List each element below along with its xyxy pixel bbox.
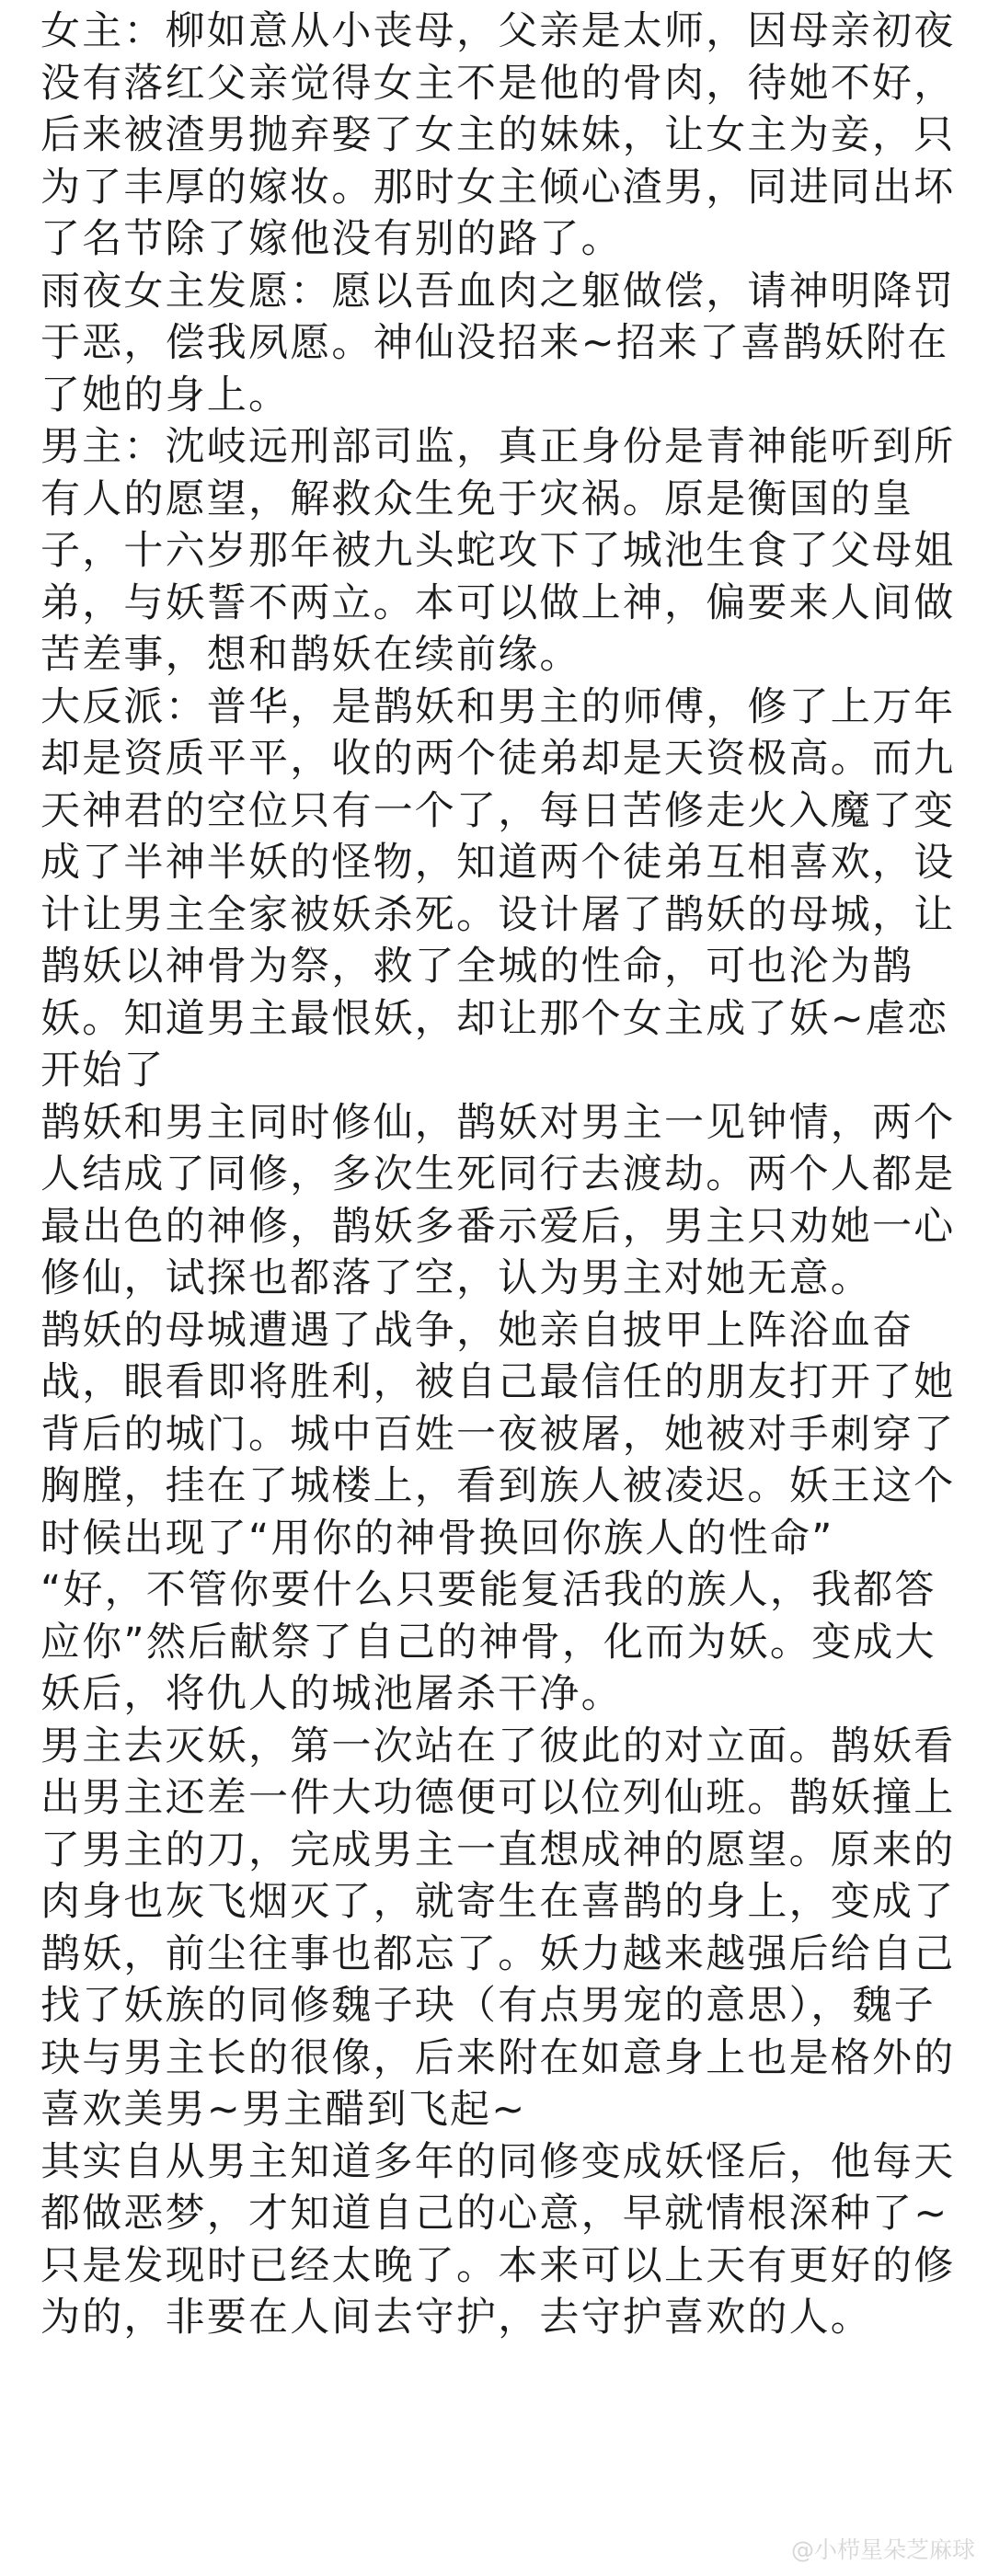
text-line: 了男主的刀，完成男主一直想成神的愿望。原来的 <box>40 1826 956 1873</box>
text-line: 天神君的空位只有一个了，每日苦修走火入魔了变 <box>40 787 956 834</box>
text-line: 为了丰厚的嫁妆。那时女主倾心渣男，同进同出坏 <box>40 164 956 211</box>
paragraph-male-lead <box>40 421 960 681</box>
text-line: 男主：沈岐远刑部司监，真正身份是青神能听到所 <box>40 424 956 470</box>
text-line: 玦与男主长的很像，后来附在如意身上也是格外的 <box>40 2034 956 2081</box>
text-line: 弟，与妖誓不两立。本可以做上神，偏要来人间做 <box>40 579 956 626</box>
text-line: 女主：柳如意从小丧母，父亲是太师，因母亲初夜 <box>40 8 956 54</box>
article-body <box>40 6 960 2344</box>
paragraph-cultivation <box>40 1097 960 1305</box>
text-line: 找了妖族的同修魏子玦（有点男宠的意思），魏子 <box>40 1983 936 2029</box>
text-line: 战，眼看即将胜利，被自己最信任的朋友打开了她 <box>40 1359 956 1405</box>
text-line: 没有落红父亲觉得女主不是他的骨肉，待她不好， <box>40 60 956 107</box>
text-line: 男主去灭妖，第一次站在了彼此的对立面。鹊妖看 <box>40 1723 956 1769</box>
text-line: 了她的身上。 <box>40 372 291 418</box>
text-line: 鹊妖以神骨为祭，救了全城的性命，可也沦为鹊 <box>40 944 914 990</box>
text-line: 背后的城门。城中百姓一夜被屠，她被对手刺穿了 <box>40 1411 956 1458</box>
paragraph-confrontation <box>40 1721 960 2136</box>
text-line: 其实自从男主知道多年的同修变成妖怪后，他每天 <box>40 2138 956 2185</box>
paragraph-female-lead <box>40 6 960 266</box>
text-line: 开始了 <box>40 1048 166 1093</box>
text-line: 鹊妖，前尘往事也都忘了。妖力越来越强后给自己 <box>40 1930 956 1977</box>
text-line: 雨夜女主发愿：愿以吾血肉之躯做偿，请神明降罚 <box>40 268 956 315</box>
text-line: 有人的愿望，解救众生免于灾祸。原是衡国的皇 <box>40 475 914 522</box>
text-line: 胸膛，挂在了城楼上，看到族人被凌迟。妖王这个 <box>40 1463 956 1509</box>
text-line: 应你”然后献祭了自己的神骨，化而为妖。变成大 <box>40 1619 936 1666</box>
text-line: 大反派：普华，是鹊妖和男主的师傅，修了上万年 <box>40 683 956 730</box>
text-line: 肉身也灰飞烟灭了，就寄生在喜鹊的身上，变成了 <box>40 1879 956 1925</box>
paragraph-war <box>40 1305 960 1721</box>
text-line: 都做恶梦，才知道自己的心意，早就情根深种了~ <box>40 2191 949 2237</box>
text-line: 出男主还差一件大功德便可以位列仙班。鹊妖撞上 <box>40 1775 956 1821</box>
text-line: 只是发现时已经太晚了。本来可以上天有更好的修 <box>40 2242 956 2289</box>
text-line: 妖。知道男主最恨妖，却让那个女主成了妖~虐恋 <box>40 995 949 1042</box>
text-line: 成了半神半妖的怪物，知道两个徒弟互相喜欢，设 <box>40 840 956 886</box>
text-line: 计让男主全家被妖杀死。设计屠了鹊妖的母城，让 <box>40 891 956 938</box>
text-line: 喜欢美男~男主醋到飞起~ <box>40 2087 527 2133</box>
paragraph-villain <box>40 681 960 1097</box>
text-line: 了名节除了嫁他没有别的路了。 <box>40 216 623 262</box>
text-line: 苦差事，想和鹊妖在续前缘。 <box>40 632 581 678</box>
paragraph-rainy-night-wish <box>40 266 960 422</box>
text-line: 修仙，试探也都落了空，认为男主对她无意。 <box>40 1255 872 1301</box>
paragraph-regret <box>40 2136 960 2344</box>
text-line: 最出色的神修，鹊妖多番示爱后，男主只劝她一心 <box>40 1203 956 1250</box>
text-line: 鹊妖的母城遭遇了战争，她亲自披甲上阵浴血奋 <box>40 1307 914 1354</box>
text-line: 妖后，将仇人的城池屠杀干净。 <box>40 1671 623 1717</box>
text-line: 后来被渣男抛弃娶了女主的妹妹，让女主为妾，只 <box>40 112 956 158</box>
text-line: 鹊妖和男主同时修仙，鹊妖对男主一见钟情，两个 <box>40 1099 956 1146</box>
text-line: 子，十六岁那年被九头蛇攻下了城池生食了父母姐 <box>40 528 956 574</box>
text-line: 时候出现了“用你的神骨换回你族人的性命” <box>40 1515 834 1562</box>
weibo-watermark: @小栉星朵芝麻球 <box>790 2536 975 2563</box>
text-line: 人结成了同修，多次生死同行去渡劫。两个人都是 <box>40 1151 956 1197</box>
text-line: “好，不管你要什么只要能复活我的族人，我都答 <box>40 1567 936 1613</box>
text-line: 却是资质平平，收的两个徒弟却是天资极高。而九 <box>40 736 956 782</box>
text-line: 为的，非要在人间去守护，去守护喜欢的人。 <box>40 2295 872 2341</box>
text-line: 于恶，偿我夙愿。神仙没招来~招来了喜鹊妖附在 <box>40 320 949 366</box>
